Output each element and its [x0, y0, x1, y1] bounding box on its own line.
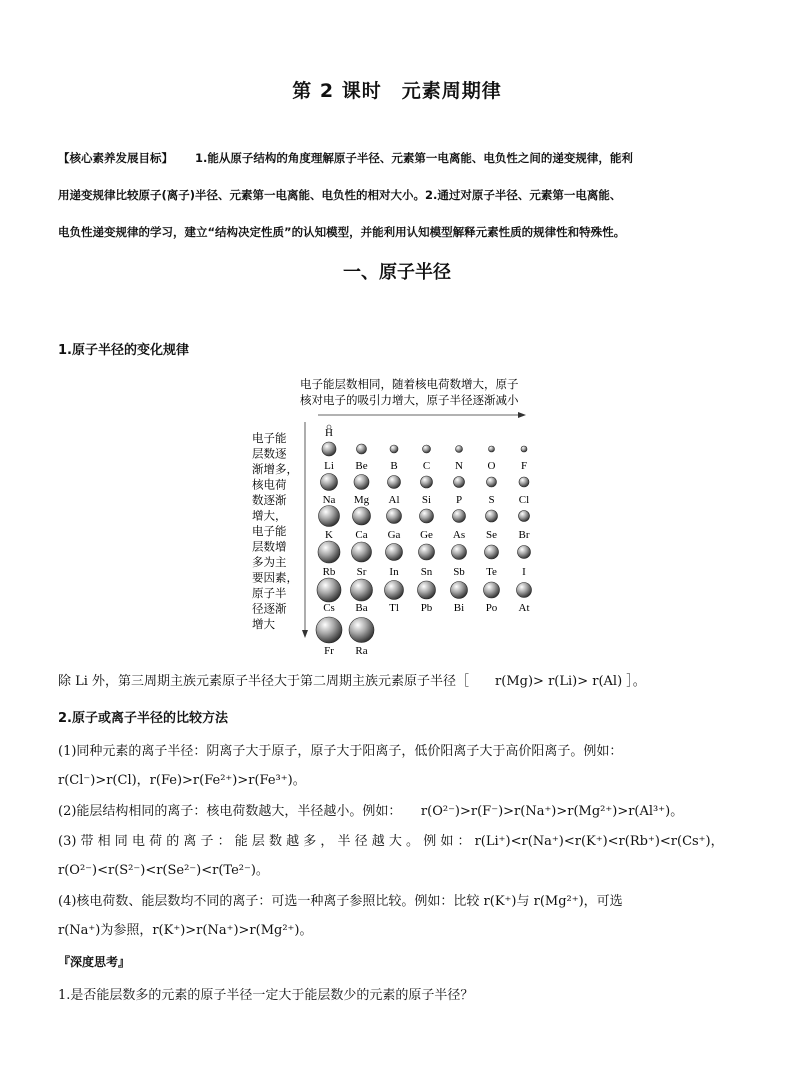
- atom-label-se: Se: [486, 529, 497, 541]
- atom-sphere-fr: [316, 617, 342, 643]
- goals-line-3: 电负性递变规律的学习，建立“结构决定性质”的认知模型，并能利用认知模型解释元素性质的规律性和特殊性。: [58, 225, 626, 239]
- atom-sphere-sr: [352, 542, 372, 562]
- atom-label-ra: Ra: [355, 645, 368, 657]
- atom-sphere-cl: [519, 477, 529, 487]
- atom-sphere-br: [519, 511, 530, 522]
- atom-sphere-o: [489, 446, 495, 452]
- left-note-line: 径逐渐: [252, 603, 287, 616]
- atom-label-h: H: [325, 427, 333, 439]
- deep-think-label: 『深度思考』: [58, 955, 131, 969]
- atom-sphere-f: [521, 446, 527, 452]
- rule-2: (2)能层结构相同的离子：核电荷数越大，半径越小。例如： r(O²⁻)>r(F⁻)>r(Na⁺)>r(Mg²⁺)>r(Al³⁺)。: [58, 804, 684, 819]
- atom-label-sr: Sr: [356, 566, 367, 578]
- left-note-line: 增大: [252, 619, 275, 631]
- atom-label-k: K: [325, 529, 333, 541]
- atom-sphere-n: [456, 446, 463, 453]
- atom-sphere-po: [484, 582, 500, 598]
- atom-sphere-ba: [351, 579, 373, 601]
- goals-line-2: 用递变规律比较原子(离子)半径、元素第一电离能、电负性的相对大小。2.通过对原子半径、元素第一电离能、: [58, 188, 622, 202]
- atom-sphere-sb: [452, 545, 467, 560]
- heading-radius-trend: 1.原子半径的变化规律: [58, 343, 189, 358]
- atom-sphere-at: [517, 583, 532, 598]
- atom-label-as: As: [452, 529, 466, 541]
- atom-label-sn: Sn: [420, 566, 433, 578]
- rule-3-line-a: (3) 带 相 同 电 荷 的 离 子 ： 能 层 数 越 多 ， 半 径 越 大 。 例 如 ： r(Li⁺)<r(Na⁺)<r(K⁺)<r(Rb⁺)<r(Cs⁺)，: [58, 834, 724, 849]
- atom-sphere-be: [357, 444, 367, 454]
- atom-label-s: S: [488, 494, 495, 506]
- atom-label-br: Br: [518, 529, 530, 541]
- atomic-radius-figure: [250, 372, 550, 662]
- left-note-line: 要因素，: [252, 572, 298, 585]
- atom-label-in: In: [389, 566, 399, 578]
- left-note-line: 数逐渐: [252, 495, 287, 507]
- atom-sphere-c: [423, 445, 431, 453]
- figure-left-note: [252, 431, 298, 631]
- atom-sphere-tl: [385, 581, 404, 600]
- atom-label-b: B: [390, 460, 398, 472]
- atom-sphere-li: [322, 442, 336, 456]
- left-note-line: 原子半: [252, 588, 287, 600]
- rule-4-line-a: (4)核电荷数、能层数均不同的离子：可选一种离子参照比较。例如：比较 r(K⁺)与 r(Mg²⁺)，可选: [58, 894, 623, 909]
- atom-sphere-se: [486, 510, 498, 522]
- atom-label-li: Li: [324, 460, 334, 472]
- atom-label-rb: Rb: [322, 566, 336, 578]
- atom-sphere-i: [518, 546, 531, 559]
- atom-sphere-rb: [318, 541, 340, 563]
- atom-label-i: I: [522, 566, 526, 578]
- atom-sphere-si: [421, 476, 433, 488]
- atom-sphere-as: [453, 510, 466, 523]
- atom-sphere-al: [388, 476, 401, 489]
- atom-label-cl: Cl: [518, 494, 530, 506]
- goals-label: 【核心素养发展目标】: [58, 151, 173, 165]
- lesson-title: 第 2 课时 元素周期律: [292, 80, 502, 102]
- atom-sphere-mg: [354, 475, 369, 490]
- atom-label-si: Si: [421, 494, 432, 506]
- atom-label-f: F: [520, 460, 528, 472]
- atom-label-tl: Tl: [389, 602, 399, 614]
- atom-label-sb: Sb: [453, 566, 465, 578]
- atom-sphere-ca: [353, 507, 371, 525]
- atom-label-fr: Fr: [324, 645, 334, 657]
- atom-label-be: Be: [355, 460, 368, 472]
- atom-sphere-te: [485, 545, 499, 559]
- atom-sphere-cs: [317, 578, 341, 602]
- atom-sphere-ra: [349, 618, 374, 643]
- vertical-arrowhead: [302, 630, 308, 638]
- atom-label-mg: Mg: [353, 494, 370, 506]
- rule-1-line-b: r(Cl⁻)>r(Cl)，r(Fe)>r(Fe²⁺)>r(Fe³⁺)。: [58, 773, 306, 788]
- atom-label-al: Al: [388, 494, 400, 506]
- atom-label-pb: Pb: [420, 602, 433, 614]
- rule-4-line-b: r(Na⁺)为参照，r(K⁺)>r(Na⁺)>r(Mg²⁺)。: [58, 923, 313, 938]
- atom-label-ge: Ge: [420, 529, 433, 541]
- goals-line-1: 【核心素养发展目标】 1.能从原子结构的角度理解原子半径、元素第一电离能、电负性之间的递变规律，能利: [58, 151, 633, 165]
- left-note-line: 电子能: [252, 526, 287, 538]
- atom-label-o: O: [487, 460, 496, 472]
- atom-label-bi: Bi: [453, 602, 465, 614]
- rule-1-line-a: (1)同种元素的离子半径：阴离子大于原子，原子大于阳离子，低价阳离子大于高价阳离子。例如：: [58, 744, 623, 759]
- atom-label-po: Po: [485, 602, 498, 614]
- left-note-line: 多为主: [252, 557, 287, 569]
- left-note-line: 层数逐: [252, 448, 287, 461]
- core-goals: [58, 140, 748, 251]
- left-note-line: 电子能: [252, 433, 287, 445]
- atom-label-ca: Ca: [355, 529, 368, 541]
- atom-sphere-ga: [387, 509, 402, 524]
- atom-label-ba: Ba: [355, 602, 368, 614]
- atom-label-p: P: [455, 494, 463, 506]
- atom-sphere-b: [390, 445, 398, 453]
- horizontal-arrowhead: [518, 412, 526, 418]
- atom-label-ga: Ga: [387, 529, 401, 541]
- left-note-line: 渐增多，: [252, 464, 298, 476]
- atom-sphere-sn: [419, 544, 435, 560]
- atom-sphere-ge: [420, 509, 434, 523]
- question-1: 1.是否能层数多的元素的原子半径一定大于能层数少的元素的原子半径？: [58, 988, 474, 1003]
- section-title: 一、原子半径: [343, 262, 451, 283]
- atom-sphere-pb: [418, 581, 436, 599]
- rule-3-line-b: r(O²⁻)<r(S²⁻)<r(Se²⁻)<r(Te²⁻)。: [58, 863, 269, 878]
- left-note-line: 核电荷: [252, 479, 287, 492]
- atom-sphere-p: [454, 477, 465, 488]
- heading-compare-methods: 2.原子或离子半径的比较方法: [58, 711, 228, 726]
- atom-label-te: Te: [486, 566, 497, 578]
- atoms-grid: [316, 425, 532, 657]
- atom-label-cs: Cs: [323, 602, 335, 614]
- li-exception-paragraph: 除 Li 外，第三周期主族元素原子半径大于第二周期主族元素原子半径［ r(Mg)> r(Li)> r(Al) ］。: [58, 674, 646, 689]
- figure-top-note-1: 电子能层数相同，随着核电荷数增大，原子: [300, 379, 519, 391]
- atom-sphere-bi: [451, 582, 468, 599]
- atom-label-c: C: [422, 460, 431, 472]
- atom-label-n: N: [455, 460, 463, 472]
- atom-sphere-s: [487, 477, 497, 487]
- left-note-line: 增大，: [252, 510, 287, 523]
- figure-top-note-2: 核对电子的吸引力增大，原子半径逐渐减小: [300, 395, 519, 407]
- left-note-line: 层数增: [252, 541, 287, 554]
- atom-sphere-na: [321, 474, 338, 491]
- atom-sphere-k: [319, 506, 340, 527]
- atom-label-na: Na: [322, 494, 336, 506]
- atom-sphere-in: [386, 544, 403, 561]
- atom-label-at: At: [518, 602, 530, 614]
